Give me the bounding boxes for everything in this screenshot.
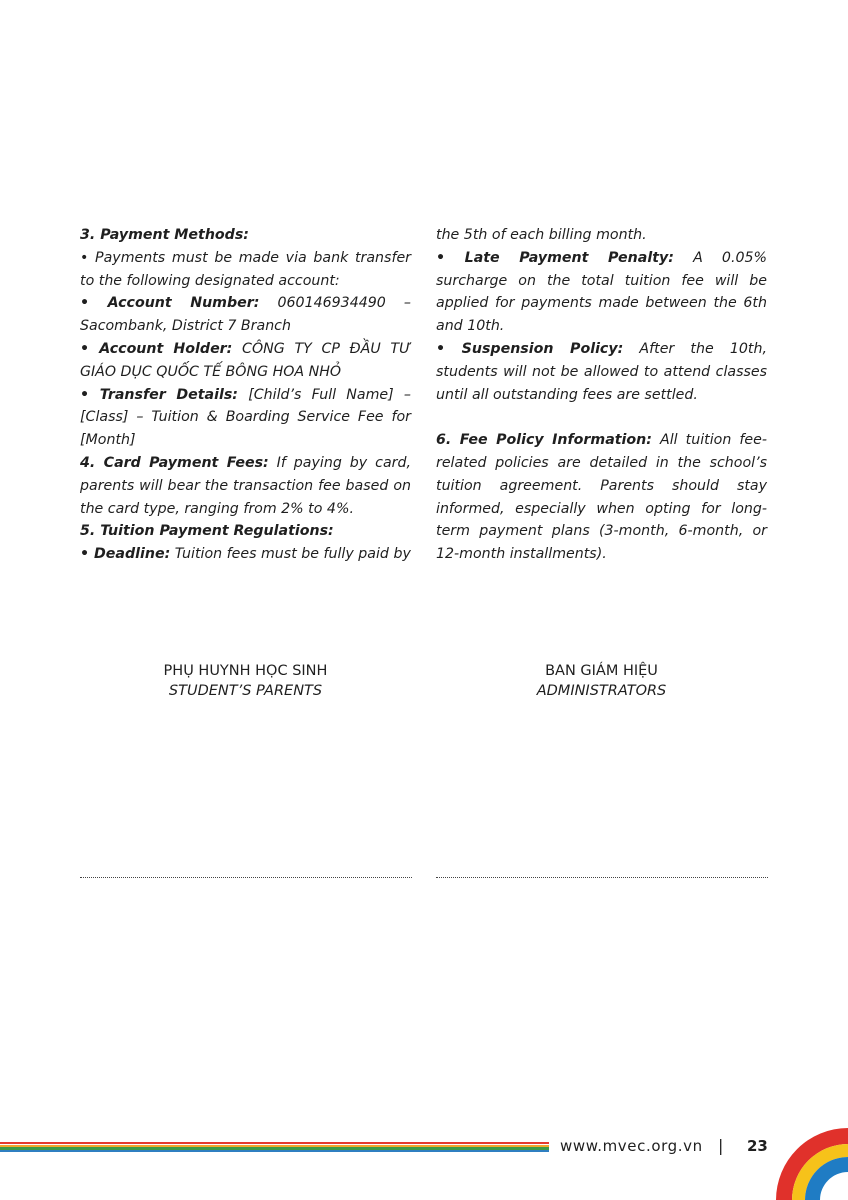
admin-signature-label: BAN GIÁM HIỆU ADMINISTRATORS — [536, 663, 667, 699]
transfer-details: • Transfer Details: [Child’s Full Name] – [Class] – Tuition & Boarding Service Fee for [Month] — [80, 386, 411, 449]
page-number: 23 — [747, 1137, 768, 1155]
footer-separator: | — [718, 1136, 724, 1155]
account-holder: • Account Holder: CÔNG TY CP ĐẦU TƯ GIÁO DỤC QUỐC TẾ BÔNG HOA NHỎ — [80, 340, 411, 380]
footer-url: www.mvec.org.vn — [560, 1137, 703, 1155]
left-column — [80, 224, 411, 566]
deadline-continued: the 5th of each billing month. — [436, 227, 647, 243]
late-payment-penalty: • Late Payment Penalty: A 0.05% surcharge on the total tuition fee will be applied for payments made between the 6th and 10th. — [436, 249, 768, 335]
rainbow-corner-icon — [760, 1110, 848, 1200]
section-6: 6. Fee Policy Information: All tuition fee-related policies are detailed in the school’s tuition agreement. Parents should stay informed, especially when opting for long-term payment plans (3-month, 6-month, or 12-month installments). — [436, 432, 767, 563]
right-column — [436, 224, 767, 566]
admin-signature-line — [436, 877, 768, 878]
parents-signature-label: PHỤ HUYNH HỌC SINH STUDENT’S PARENTS — [163, 663, 328, 699]
footer-stripes — [0, 1142, 549, 1152]
section-5-heading: 5. Tuition Payment Regulations: — [80, 523, 334, 540]
account-number: • Account Number: 060146934490 – Sacombank, District 7 Branch — [80, 295, 411, 335]
suspension-policy: • Suspension Policy: After the 10th, students will not be allowed to attend classes until all outstanding fees are settled. — [436, 340, 767, 403]
section-3-heading: 3. Payment Methods: — [80, 227, 249, 243]
stripe-blue — [0, 1150, 549, 1152]
deadline: • Deadline: Tuition fees must be fully paid by — [80, 546, 411, 563]
parents-signature-line — [80, 877, 412, 878]
section-3-intro: • Payments must be made via bank transfer to the following designated account: — [80, 249, 411, 289]
section-4: 4. Card Payment Fees: If paying by card, parents will bear the transaction fee based on the card type, ranging from 2% to 4%. — [80, 454, 411, 517]
